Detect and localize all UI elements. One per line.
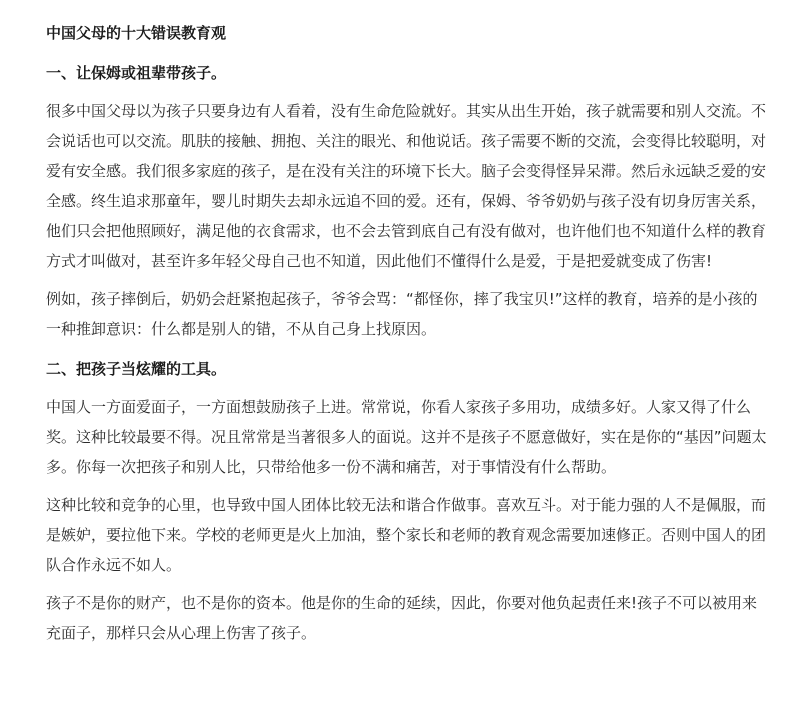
paragraph-1-2: 例如，孩子摔倒后，奶奶会赶紧抱起孩子，爷爷会骂：“都怪你，摔了我宝贝!”这样的教育，培养的是小孩的一种推卸意识：什么都是别人的错，不从自己身上找原因。 (46, 290, 758, 338)
section-heading-2: 二、把孩子当炫耀的工具。 (46, 360, 227, 378)
paragraph-2-3: 孩子不是你的财产，也不是你的资本。他是你的生命的延续，因此，你要对他负起责任来!孩子不可以被用来充面子，那样只会从心理上伤害了孩子。 (46, 594, 758, 642)
paragraph-1-1: 很多中国父母以为孩子只要身边有人看着，没有生命危险就好。其实从出生开始，孩子就需要和别人交流。不会说话也可以交流。肌肤的接触、拥抱、关注的眼光、和他说话。孩子需要不断的交流，会变得比较聪明，对爱有安全感。我们很多家庭的孩子，是在没有关注的环境下长大。脑子会变得怪异呆滞。然后永远缺乏爱的安全感。终生追求那童年，婴儿时期失去却永远追不回的爱。还有，保姆、爷爷奶奶与孩子没有切身厉害关系，他们只会把他照顾好，满足他的衣食需求，也不会去管到底自己有没有做对，也许他们也不知道什么样的教育方式才叫做对，甚至许多年轻父母自己也不知道，因此他们不懂得什么是爱，于是把爱就变成了伤害! (46, 102, 767, 270)
paragraph-2-2: 这种比较和竞争的心里，也导致中国人团体比较无法和谐合作做事。喜欢互斗。对于能力强的人不是佩服，而是嫉妒，要拉他下来。学校的老师更是火上加油，整个家长和老师的教育观念需要加速修正。否则中国人的团队合作永远不如人。 (46, 496, 767, 574)
section-heading-1: 一、让保姆或祖辈带孩子。 (46, 64, 227, 82)
paragraph-2-1: 中国人一方面爱面子，一方面想鼓励孩子上进。常常说，你看人家孩子多用功，成绩多好。人家又得了什么奖。这种比较最要不得。况且常常是当著很多人的面说。这并不是孩子不愿意做好，实在是你的“基因”问题太多。你每一次把孩子和别人比，只带给他多一份不满和痛苦，对于事情没有什么帮助。 (46, 398, 767, 476)
article-title: 中国父母的十大错误教育观 (46, 24, 227, 42)
